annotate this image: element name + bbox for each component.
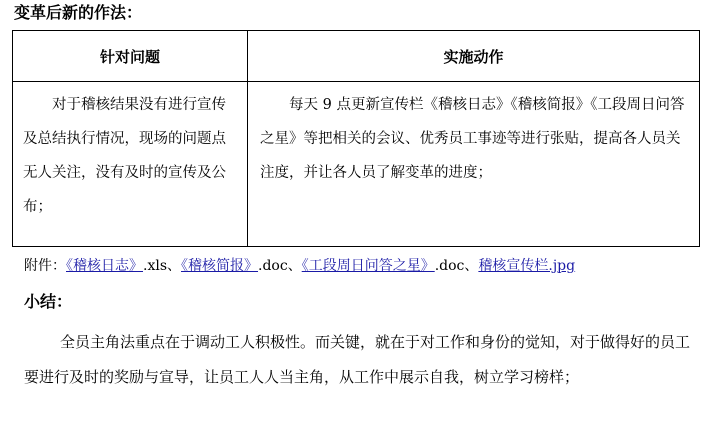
action-text: 每天 9 点更新宣传栏《稽核日志》《稽核简报》《工段周日问答之星》等把相关的会议、优秀员工事迹等进行张贴，提高各人员关注度，并让各人员了解变革的进度； xyxy=(260,97,685,181)
section-heading: 变革后新的作法： xyxy=(14,3,143,22)
attachment-suffix: .xls、 xyxy=(143,258,182,274)
action-cell xyxy=(248,82,700,247)
attachment-link-audit-board-image[interactable]: 稽核宣传栏.jpg xyxy=(478,258,576,274)
table-header-row xyxy=(13,31,700,82)
header-problem: 针对问题 xyxy=(13,31,248,82)
problem-cell xyxy=(13,82,248,247)
attachment-suffix: .doc、 xyxy=(258,258,302,274)
attachments-line xyxy=(24,255,575,277)
table-row xyxy=(13,82,700,247)
attachments-label: 附件： xyxy=(24,258,66,274)
change-table xyxy=(12,30,700,247)
header-action: 实施动作 xyxy=(248,31,700,82)
attachment-link-audit-brief[interactable]: 《稽核简报》 xyxy=(181,258,259,274)
attachment-suffix: .doc、 xyxy=(434,258,479,274)
attachment-link-qa-star[interactable]: 《工段周日问答之星》 xyxy=(301,258,435,274)
attachment-link-audit-log[interactable]: 《稽核日志》 xyxy=(66,258,143,274)
problem-text: 对于稽核结果没有进行宣传及总结执行情况，现场的问题点无人关注，没有及时的宣传及公布； xyxy=(23,97,226,215)
summary-title: 小结： xyxy=(24,292,73,311)
summary-body: 全员主角法重点在于调动工人积极性。而关键，就在于对工作和身份的觉知，对于做得好的员工要进行及时的奖励与宣导，让员工人人当主角，从工作中展示自我，树立学习榜样； xyxy=(24,333,691,386)
